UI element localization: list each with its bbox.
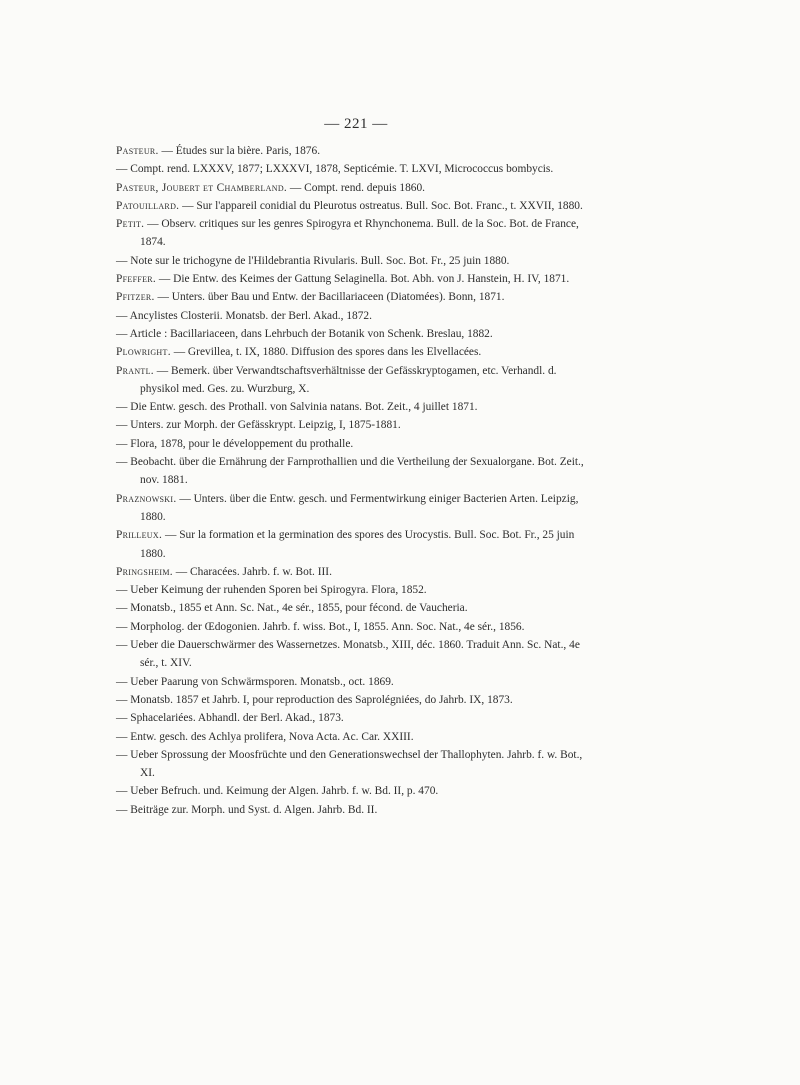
bibliography-entry xyxy=(116,252,596,270)
bibliography-entry xyxy=(116,581,596,599)
entry-text: — Characées. Jahrb. f. w. Bot. III. xyxy=(172,565,332,578)
entry-text: — Morpholog. der Œdogonien. Jahrb. f. wiss. Bot., I, 1855. Ann. Soc. Nat., 4e sér., 1856. xyxy=(116,620,525,633)
bibliography-entry xyxy=(116,636,596,673)
bibliography-entry xyxy=(116,526,596,563)
bibliography-entry xyxy=(116,416,596,434)
bibliography-entry xyxy=(116,709,596,727)
entry-text: — Ueber Keimung der ruhenden Sporen bei Spirogyra. Flora, 1852. xyxy=(116,584,427,597)
entry-text: — Note sur le trichogyne de l'Hildebrantia Rivularis. Bull. Soc. Bot. Fr., 25 juin 1880. xyxy=(116,254,510,267)
bibliography-entry xyxy=(116,490,596,527)
bibliography-entry xyxy=(116,362,596,399)
bibliography-entry xyxy=(116,343,596,361)
bibliography-entry xyxy=(116,288,596,306)
bibliography-entry xyxy=(116,307,596,325)
entry-text: — Entw. gesch. des Achlya prolifera, Nova Acta. Ac. Car. XXIII. xyxy=(116,730,414,743)
entry-text: — Unters. über die Entw. gesch. und Fermentwirkung einiger Bacterien Arten. Leipzig, 1880. xyxy=(140,492,579,523)
entry-text: — Beobacht. über die Ernährung der Farnprothallien und die Vertheilung der Sexualorgane. Bot. Zeit., nov. 1881. xyxy=(116,456,584,487)
entry-author: Patouillard. xyxy=(116,199,180,212)
bibliography-entry xyxy=(116,179,596,197)
entry-text: — Compt. rend. LXXXV, 1877; LXXXVI, 1878, Septicémie. T. LXVI, Micrococcus bombycis. xyxy=(116,163,554,176)
entry-text: — Die Entw. des Keimes der Gattung Selaginella. Bot. Abh. von J. Hanstein, H. IV, 1871. xyxy=(156,273,570,286)
entry-text: — Ueber Paarung von Schwärmsporen. Monatsb., oct. 1869. xyxy=(116,675,394,688)
entry-text: — Monatsb. 1857 et Jahrb. I, pour reproduction des Saprolégniées, do Jahrb. IX, 1873. xyxy=(116,693,513,706)
entry-text: — Bemerk. über Verwandtschaftsverhältnisse der Gefässkryptogamen, etc. Verhandl. d. physikol med. Ges. zu. Wurzburg, X. xyxy=(140,364,557,395)
bibliography-entry xyxy=(116,398,596,416)
entry-author: Plowright. xyxy=(116,346,171,359)
page-number: — 221 — xyxy=(324,116,388,132)
entry-author: Prantl. xyxy=(116,364,154,377)
entry-author: Pringsheim. xyxy=(116,565,173,578)
entry-author: Pasteur. xyxy=(116,145,159,157)
bibliography-entry xyxy=(116,673,596,691)
entry-text: — Sur la formation et la germination des spores des Urocystis. Bull. Soc. Bot. Fr., 25 juin 1880. xyxy=(140,529,575,560)
bibliography-entry xyxy=(116,215,596,252)
bibliography-entry xyxy=(116,746,596,783)
entry-text: — Compt. rend. depuis 1860. xyxy=(287,181,426,194)
entry-text: — Sur l'appareil conidial du Pleurotus ostreatus. Bull. Soc. Bot. Franc., t. XXVII, 1880. xyxy=(179,199,583,212)
bibliography-entry xyxy=(116,270,596,288)
bibliography-entry xyxy=(116,599,596,617)
entry-text: — Monatsb., 1855 et Ann. Sc. Nat., 4e sér., 1855, pour fécond. de Vaucheria. xyxy=(116,602,468,615)
entry-author: Praznowski. xyxy=(116,492,177,505)
entry-text: — Beiträge zur. Morph. und Syst. d. Algen. Jahrb. Bd. II. xyxy=(116,803,378,816)
bibliography-entry xyxy=(116,691,596,709)
entry-text: — Ueber Befruch. und. Keimung der Algen. Jahrb. f. w. Bd. II, p. 470. xyxy=(116,785,439,798)
entry-text: — Ancylistes Closterii. Monatsb. der Berl. Akad., 1872. xyxy=(116,309,372,322)
entry-text: — Article : Bacillariaceen, dans Lehrbuch der Botanik von Schenk. Breslau, 1882. xyxy=(116,327,493,340)
bibliography-entry xyxy=(116,563,596,581)
entry-text: — Unters. zur Morph. der Gefässkrypt. Leipzig, I, 1875-1881. xyxy=(116,419,401,432)
entry-author: Pfeffer. xyxy=(116,273,157,286)
entry-text: — Ueber die Dauerschwärmer des Wassernetzes. Monatsb., XIII, déc. 1860. Traduit Ann. Sc. Nat., 4e sér., t. XIV. xyxy=(116,639,580,670)
entry-text: — Observ. critiques sur les genres Spirogyra et Rhynchonema. Bull. de la Soc. Bot. de France, 1874. xyxy=(140,218,579,249)
entry-text: — Ueber Sprossung der Moosfrüchte und den Generationswechsel der Thallophyten. Jahrb. f. w. Bot., XI. xyxy=(116,748,583,780)
entry-text: — Grevillea, t. IX, 1880. Diffusion des spores dans les Elvellacées. xyxy=(170,346,482,359)
bibliography-entry xyxy=(116,197,596,215)
bibliography-entry xyxy=(116,435,596,453)
entry-text: — Sphacelariées. Abhandl. der Berl. Akad., 1873. xyxy=(116,712,344,725)
bibliography-entry xyxy=(116,160,596,178)
entry-author: Pfitzer. xyxy=(116,291,155,304)
bibliography-entry xyxy=(116,453,596,490)
bibliography-entry xyxy=(116,801,596,819)
bibliography-entry xyxy=(116,618,596,636)
entry-author: Pasteur, Joubert et Chamberland. xyxy=(116,181,288,194)
bibliography-entry xyxy=(116,728,596,746)
entry-text: — Die Entw. gesch. des Prothall. von Salvinia natans. Bot. Zeit., 4 juillet 1871. xyxy=(116,401,478,414)
bibliography-entry xyxy=(116,325,596,343)
bibliography-list xyxy=(116,142,596,819)
entry-text: — Études sur la bière. Paris, 1876. xyxy=(158,145,321,157)
entry-text: — Flora, 1878, pour le développement du prothalle. xyxy=(116,437,354,450)
entry-text: — Unters. über Bau und Entw. der Bacillariaceen (Diatomées). Bonn, 1871. xyxy=(154,291,505,304)
entry-author: Prilleux. xyxy=(116,529,163,542)
bibliography-entry xyxy=(116,782,596,800)
entry-author: Petit. xyxy=(116,218,145,231)
bibliography-entry xyxy=(116,142,596,160)
